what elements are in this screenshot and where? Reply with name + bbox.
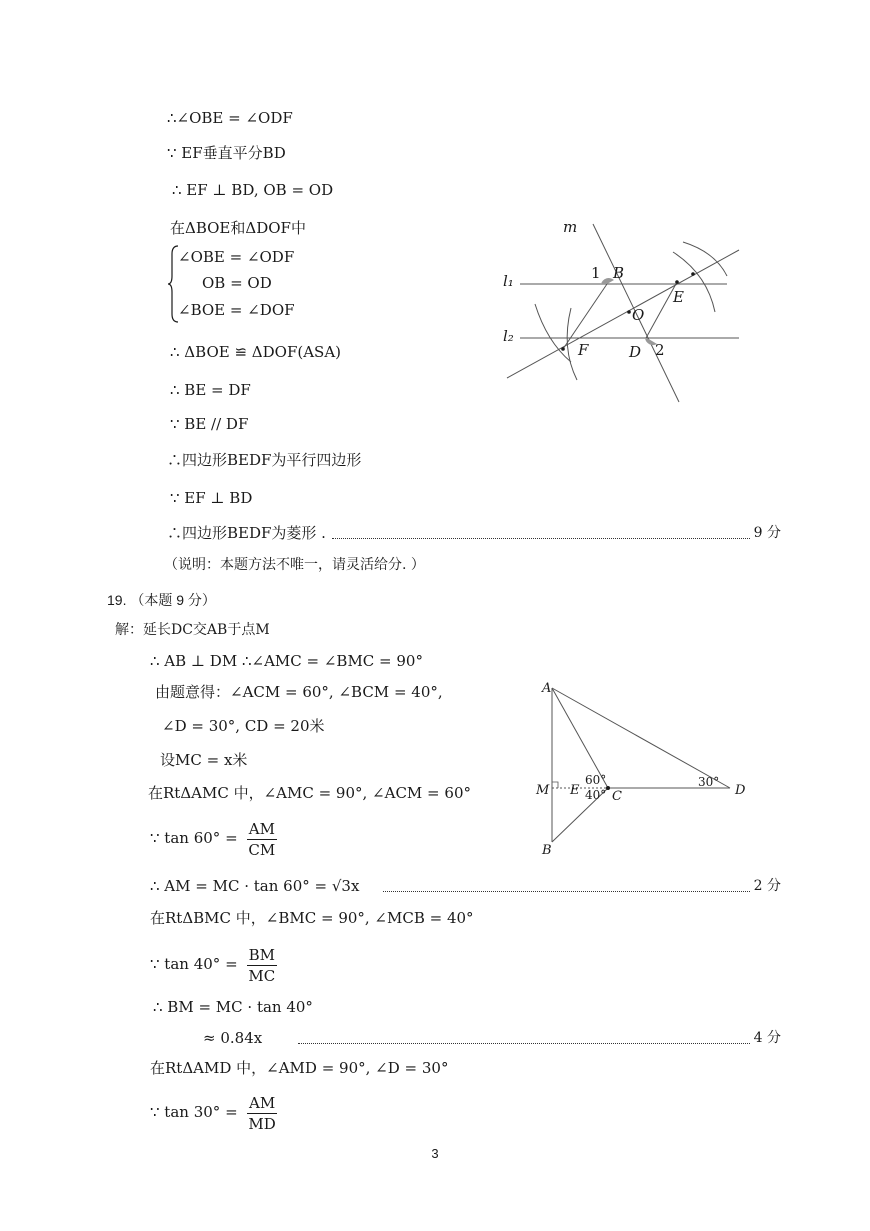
label-l2: l₂	[503, 327, 514, 345]
label-A: A	[542, 681, 552, 696]
arc-intersection-top	[691, 272, 695, 276]
score-row	[150, 876, 781, 896]
solution-line: ≈ 0.84x	[203, 1029, 263, 1047]
solution-line: ∴ AM = MC · tan 60° = √3x	[150, 877, 360, 895]
proof-line: ∴四边形BEDF为菱形 .	[167, 524, 326, 542]
proof-line: ∵ EF垂直平分BD	[167, 144, 286, 162]
equation-system	[168, 244, 328, 324]
point-E	[675, 280, 679, 284]
rhombus-figure	[495, 212, 755, 412]
denominator: CM	[248, 840, 276, 859]
denominator: MD	[248, 1114, 276, 1133]
system-eq-2: OB = OD	[202, 274, 272, 292]
numerator: BM	[248, 945, 276, 964]
tan30-equation	[150, 1090, 278, 1134]
label-l1: l₁	[503, 272, 514, 290]
label-B: B	[613, 264, 625, 282]
score-row	[167, 523, 781, 543]
score-label: 2 分	[753, 878, 781, 894]
label-D: D	[629, 343, 642, 361]
label-30deg: 30°	[698, 775, 720, 789]
solution-line: 设MC = x米	[160, 751, 248, 769]
page-number: 3	[431, 1146, 439, 1161]
proof-line: ∵ EF ⊥ BD	[170, 489, 253, 507]
label-E: E	[673, 288, 684, 306]
solution-line: ∴ BM = MC · tan 40°	[153, 998, 313, 1016]
label-m: m	[563, 218, 578, 236]
proof-line: 在ΔBOE和ΔDOF中	[170, 219, 306, 237]
point-F	[561, 347, 565, 351]
eq-prefix: ∵ tan 40° =	[150, 955, 238, 973]
denominator: MC	[248, 966, 276, 985]
proof-line: ∴四边形BEDF为平行四边形	[167, 451, 362, 469]
eq-prefix: ∵ tan 60° =	[150, 829, 238, 847]
label-O: O	[632, 306, 645, 324]
solution-line: ∠D = 30°, CD = 20米	[162, 717, 325, 735]
label-M: M	[536, 783, 550, 798]
question-title: 19. （本题 9 分）	[107, 592, 216, 608]
score-label: 9 分	[753, 525, 781, 541]
proof-line: ∵ BE // DF	[170, 415, 249, 433]
label-B: B	[542, 843, 552, 858]
point-O	[627, 310, 631, 314]
proof-line: ∴ BE = DF	[170, 381, 251, 399]
eq-prefix: ∵ tan 30° =	[150, 1103, 238, 1121]
system-eq-3: ∠BOE = ∠DOF	[178, 301, 295, 319]
point-C	[606, 786, 610, 790]
solution-line: 由题意得：∠ACM = 60°, ∠BCM = 40°,	[155, 683, 443, 701]
right-angle-mark	[552, 782, 558, 788]
dot-leader	[298, 1031, 749, 1044]
fraction	[246, 1093, 277, 1134]
note: （说明：本题方法不唯一，请灵活给分. ）	[164, 557, 425, 573]
system-eq-1: ∠OBE = ∠ODF	[178, 248, 295, 266]
proof-line: ∴ EF ⊥ BD, OB = OD	[172, 181, 334, 199]
segment-AD	[552, 688, 730, 788]
numerator: AM	[249, 1093, 276, 1112]
label-D: D	[735, 783, 746, 798]
label-60deg: 60°	[585, 773, 607, 787]
arc-F-left	[535, 304, 571, 362]
label-1: 1	[591, 264, 601, 282]
tan60-equation	[150, 816, 277, 860]
label-C: C	[612, 789, 622, 804]
solution-line: 在RtΔAMD 中，∠AMD = 90°, ∠D = 30°	[150, 1059, 449, 1077]
tower-figure	[532, 676, 752, 862]
proof-line: ∴ ΔBOE ≌ ΔDOF(ASA)	[170, 343, 342, 361]
score-row	[203, 1028, 781, 1048]
solution-intro: 解：延长DC交AB于点M	[115, 622, 270, 638]
fraction	[246, 945, 277, 986]
dot-leader	[332, 526, 750, 539]
fraction	[246, 819, 277, 860]
label-40deg: 40°	[585, 788, 607, 802]
numerator: AM	[248, 819, 275, 838]
arc-E-upper	[683, 242, 727, 276]
dot-leader	[383, 879, 749, 892]
proof-line: ∴∠OBE = ∠ODF	[167, 109, 293, 127]
tan40-equation	[150, 942, 277, 986]
label-E: E	[570, 783, 580, 798]
label-2: 2	[655, 341, 665, 359]
label-F: F	[578, 341, 589, 359]
solution-line: 在RtΔBMC 中，∠BMC = 90°, ∠MCB = 40°	[150, 909, 474, 927]
score-label: 4 分	[753, 1030, 781, 1046]
solution-line: 在RtΔAMC 中，∠AMC = 90°, ∠ACM = 60°	[148, 784, 471, 802]
solution-line: ∴ AB ⊥ DM ∴∠AMC = ∠BMC = 90°	[150, 652, 423, 670]
